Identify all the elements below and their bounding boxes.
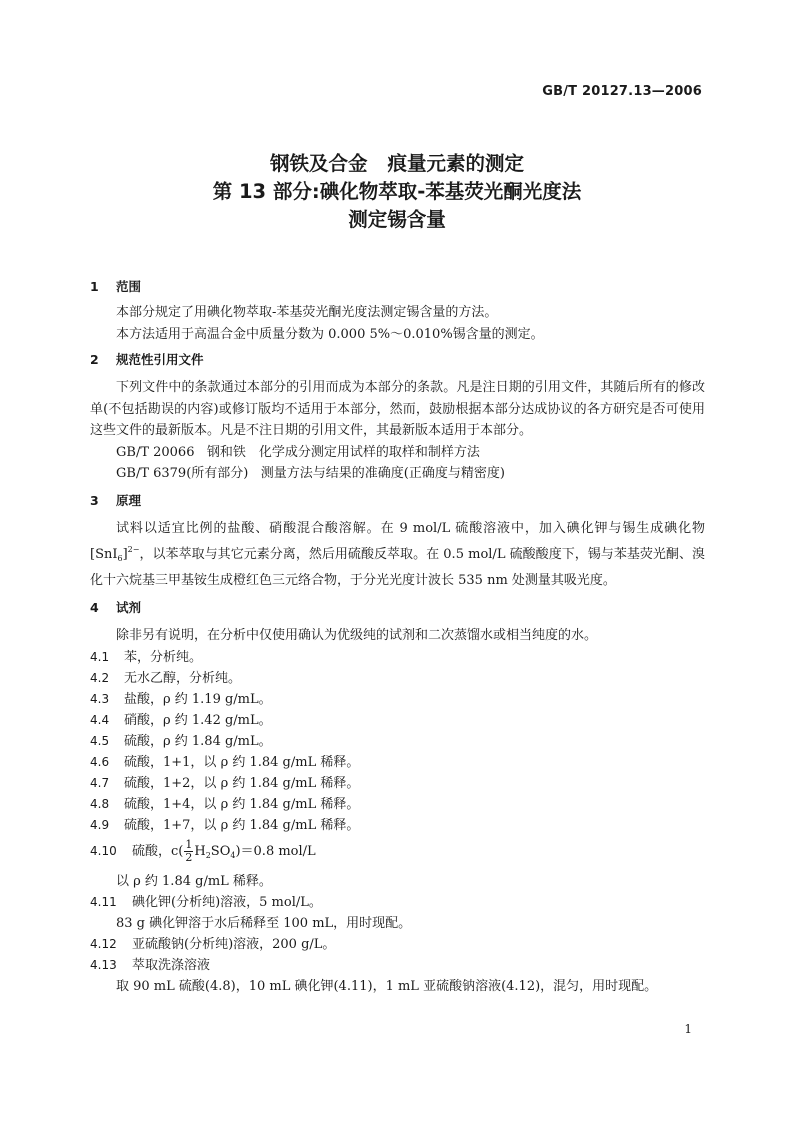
- item-text: 硫酸，1+4，以 ρ 约 1.84 g/mL 稀释。: [124, 796, 360, 812]
- reagent-item: [90, 668, 705, 689]
- fraction-denominator: 2: [185, 850, 193, 864]
- title-line-1: [0, 150, 794, 178]
- item-text: 硫酸，ρ 约 1.84 g/mL。: [124, 733, 272, 749]
- reagent-item: [90, 752, 705, 773]
- page-number: 1: [684, 1022, 692, 1036]
- reagent-list: [90, 647, 705, 836]
- subscript: 4: [230, 850, 236, 860]
- section-1-paragraph-2: 本方法适用于高温合金中质量分数为 0.000 5%～0.010%锡含量的测定。: [116, 326, 544, 342]
- reagent-item: [90, 815, 705, 836]
- section-2-heading: [90, 349, 705, 371]
- item-text: 碘化钾(分析纯)溶液，5 mol/L。: [132, 894, 322, 910]
- reference-title: 钢和铁 化学成分测定用试样的取样和制样方法: [206, 444, 480, 460]
- item-text: 硫酸，1+1，以 ρ 约 1.84 g/mL 稀释。: [124, 754, 360, 770]
- reference-1: [90, 442, 705, 463]
- formula-h: H: [194, 843, 206, 859]
- document-title: [0, 150, 794, 234]
- reference-code: GB/T 20066: [116, 444, 195, 460]
- item-number: 4.7: [90, 775, 110, 790]
- item-number: 4.3: [90, 691, 110, 706]
- item-number: 4.11: [90, 894, 117, 909]
- reagent-item-4-11: [90, 892, 705, 913]
- section-title: 原理: [116, 492, 142, 508]
- standard-code: GB/T 20127.13—2006: [542, 84, 702, 99]
- title-line-3: 测定锡含量: [348, 208, 446, 231]
- formula-prefix: 硫酸，c(: [132, 843, 184, 859]
- reagent-item: [90, 710, 705, 731]
- reagent-item-4-12: [90, 934, 705, 955]
- item-number: 4.13: [90, 957, 117, 972]
- section-number: 2: [90, 352, 99, 367]
- fraction: [184, 839, 193, 864]
- formula-so: SO: [210, 843, 231, 859]
- section-number: 1: [90, 279, 99, 294]
- reagent-4-13-note: 取 90 mL 硫酸(4.8)，10 mL 碘化钾(4.11)，1 mL 亚硫酸钠溶液(4.12)，混匀，用时现配。: [116, 978, 658, 994]
- item-text: 硫酸，1+7，以 ρ 约 1.84 g/mL 稀释。: [124, 817, 360, 833]
- item-number: 4.9: [90, 817, 110, 832]
- reagent-item: [90, 794, 705, 815]
- item-text: 萃取洗涤溶液: [132, 957, 211, 973]
- reagent-item: [90, 731, 705, 752]
- reagent-item-4-10: [90, 836, 705, 871]
- item-number: 4.5: [90, 733, 110, 748]
- section-4-heading: [90, 597, 705, 619]
- subscript: 2: [205, 850, 211, 860]
- reagent-item-4-13: [90, 955, 705, 976]
- title-line-1-part-a: 钢铁及合金: [269, 152, 368, 175]
- item-text: 硫酸，1+2，以 ρ 约 1.84 g/mL 稀释。: [124, 775, 360, 791]
- section-2-paragraph: 下列文件中的条款通过本部分的引用而成为本部分的条款。凡是注日期的引用文件，其随后所有的修改单(不包括勘误的内容)或修订版均不适用于本部分，然而，鼓励根据本部分达成协议的各方研究是否可使用这些文件的最新版本。凡是不注日期的引用文件，其最新版本适用于本部分。: [90, 380, 705, 438]
- reference-2: [90, 463, 705, 484]
- item-text: 盐酸，ρ 约 1.19 g/mL。: [124, 691, 272, 707]
- item-number: 4.10: [90, 843, 117, 858]
- section-number: 3: [90, 492, 99, 508]
- reagent-item: [90, 647, 705, 668]
- reagent-4-10-note: 以 ρ 约 1.84 g/mL 稀释。: [116, 873, 272, 889]
- section-1-paragraph-1: 本部分规定了用碘化物萃取-苯基荧光酮光度法测定锡含量的方法。: [116, 305, 498, 320]
- reagent-4-11-note: 83 g 碘化钾溶于水后稀释至 100 mL，用时现配。: [116, 915, 412, 931]
- item-number: 4.6: [90, 754, 110, 769]
- reagent-item: [90, 689, 705, 710]
- section-3-heading: [90, 490, 705, 512]
- item-number: 4.12: [90, 936, 117, 951]
- section-number: 4: [90, 600, 99, 615]
- item-number: 4.8: [90, 796, 110, 811]
- section-4-intro: 除非另有说明，在分析中仅使用确认为优级纯的试剂和二次蒸馏水或相当纯度的水。: [116, 628, 598, 643]
- fraction-numerator: 1: [185, 837, 193, 851]
- title-line-1-part-b: 痕量元素的测定: [387, 152, 525, 175]
- section-title: 规范性引用文件: [116, 352, 204, 367]
- principle-text-part-1: 试料以适宜比例的盐酸、硝酸混合酸溶解。在 9 mol/L 硫酸溶液中，加入碘化钾与锡生成碘化物[SnI: [90, 520, 705, 562]
- reference-code: GB/T 6379(所有部分): [116, 465, 249, 481]
- reference-title: 测量方法与结果的准确度(正确度与精密度): [260, 465, 505, 481]
- item-number: 4.4: [90, 712, 110, 727]
- formula-suffix: )＝0.8 mol/L: [235, 843, 316, 859]
- item-text: 苯，分析纯。: [124, 649, 203, 665]
- section-3-paragraph: [90, 518, 705, 592]
- section-1-heading: [90, 276, 705, 298]
- item-number: 4.2: [90, 670, 110, 685]
- bracket: ]: [122, 547, 128, 562]
- section-title: 范围: [116, 279, 142, 294]
- item-text: 无水乙醇，分析纯。: [124, 670, 242, 686]
- title-line-2: 第 13 部分:碘化物萃取-苯基荧光酮光度法: [212, 180, 582, 203]
- document-body: [90, 276, 705, 997]
- item-text: 硝酸，ρ 约 1.42 g/mL。: [124, 712, 272, 728]
- item-number: 4.1: [90, 649, 110, 664]
- subscript: 6: [117, 554, 123, 563]
- section-title: 试剂: [116, 600, 142, 615]
- superscript: 2−: [127, 545, 140, 554]
- principle-text-part-2: ，以苯萃取与其它元素分离，然后用硫酸反萃取。在 0.5 mol/L 硫酸酸度下，锡与苯基荧光酮、溴化十六烷基三甲基铵生成橙红色三元络合物，于分光光度计波长 535 nm 处测量其吸光度。: [90, 547, 705, 588]
- reagent-item: [90, 773, 705, 794]
- item-text: 亚硫酸钠(分析纯)溶液，200 g/L。: [132, 936, 336, 952]
